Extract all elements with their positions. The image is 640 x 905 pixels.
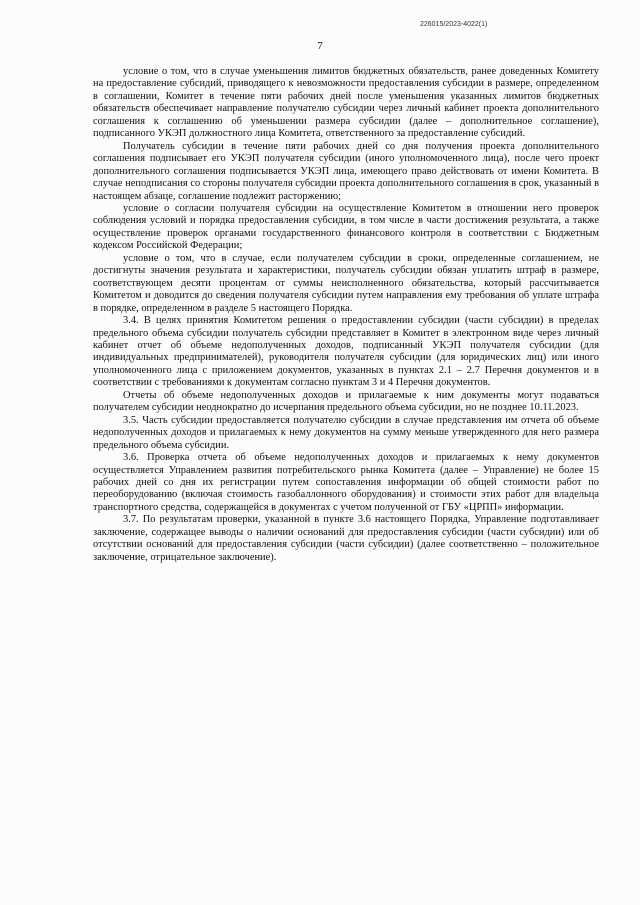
paragraph: 3.6. Проверка отчета об объеме недополученных доходов и прилагаемых к нему документов осуществляется Управлением развития потребительского рынка Комитета (далее – Управление) не более 15 рабочих дней со дня их регистрации путем сопоставления информации об общей стоимости работ по переоборудованию (включая стоимость газобаллонного оборудования) и стоимости этих работ для владельца транспортного средства, содержащейся в документах с учетом полученной от ГБУ «ЦРПП» информации. xyxy=(93,452,599,513)
paragraph: условие о том, что в случае уменьшения лимитов бюджетных обязательств, ранее доведенных Комитету на предоставление субсидий, приводящего к невозможности предоставления субсидии в размере, определенном в соглашении, Комитет в течение пяти рабочих дней после уменьшения указанных лимитов бюджетных обязательств обеспечивает направление получателю субсидии через личный кабинет проекта дополнительного соглашения к соглашению об уменьшении размера субсидии (далее – дополнительное соглашение), подписанного УКЭП должностного лица Комитета, ответственного за предоставление субсидий. xyxy=(93,66,599,140)
paragraph: Получатель субсидии в течение пяти рабочих дней со дня получения проекта дополнительного соглашения подписывает его УКЭП получателя субсидии (иного уполномоченного лица), после чего проект дополнительного соглашения подписывается УКЭП лица, имеющего право действовать от имени Комитета. В случае неподписания со стороны получателя субсидии проекта дополнительного соглашения в срок, указанный в настоящем абзаце, соглашение подлежит расторжению; xyxy=(93,140,599,202)
paragraph: 3.7. По результатам проверки, указанной в пункте 3.6 настоящего Порядка, Управление подготавливает заключение, содержащее выводы о наличии оснований для предоставления субсидии (части субсидии) или об отсутствии оснований для предоставления субсидии (части субсидии) (далее соответственно – положительное заключение, отрицательное заключение). xyxy=(93,514,599,563)
document-body xyxy=(93,66,599,564)
page-number: 7 xyxy=(317,40,323,52)
paragraph: условие о согласии получателя субсидии на осуществление Комитетом в отношении него проверок соблюдения условий и порядка предоставления субсидии, в том числе в части достижения результата, а также осуществление проверок органами государственного финансового контроля в соответствии с Бюджетным кодексом Российской Федерации; xyxy=(93,202,599,252)
paragraph: 3.5. Часть субсидии предоставляется получателю субсидии в случае представления им отчета об объеме недополученных доходов и прилагаемых к нему документов на сумму меньше утвержденного для него размера предельного объема субсидии. xyxy=(93,414,599,451)
paragraph: условие о том, что в случае, если получателем субсидии в сроки, определенные соглашением, не достигнуты значения результата и характеристики, получатель субсидии обязан уплатить штраф в размере, соответствующем десяти процентам от суммы неисполненного обязательства, который рассчитывается Комитетом и доводится до сведения получателя субсидии путем направления ему требования об уплате штрафа в порядке, определенном в разделе 5 настоящего Порядка. xyxy=(93,252,599,314)
paragraph: 3.4. В целях принятия Комитетом решения о предоставлении субсидии (части субсидии) в пределах предельного объема субсидии получатель субсидии представляет в Комитет в электронном виде через личный кабинет отчет об объеме недополученных доходов, подписанный УКЭП получателя субсидии (для индивидуальных предпринимателей), руководителя получателя субсидии (для юридических лиц) или иного уполномоченного лица с приложением документов, указанных в пунктах 2.1 – 2.7 Перечня документов и в соответствии с требованиями к документам согласно пунктам 3 и 4 Перечня документов. xyxy=(93,315,599,389)
document-code: 226015/2023-4022(1) xyxy=(420,21,488,28)
paragraph: Отчеты об объеме недополученных доходов и прилагаемые к ним документы могут подаваться получателем субсидии неоднократно до исчерпания предельного объема субсидии, но не позднее 10.11.2023. xyxy=(93,389,599,414)
